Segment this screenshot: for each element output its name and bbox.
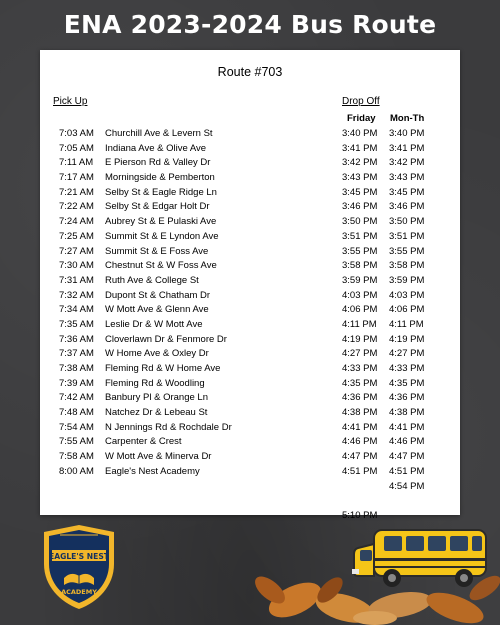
friday-dropoff: 4:03 PM <box>342 289 378 301</box>
friday-dropoff: 4:46 PM <box>342 436 378 448</box>
pickup-time: 7:21 AM <box>59 186 94 198</box>
stop-name: Summit St & E Lyndon Ave <box>105 230 219 242</box>
table-row <box>40 421 460 436</box>
pickup-time: 7:30 AM <box>59 260 94 272</box>
table-row <box>40 480 460 495</box>
route-title: Route #703 <box>217 65 283 79</box>
stop-name: W Mott Ave & Minerva Dr <box>105 451 212 463</box>
stop-name: Leslie Dr & W Mott Ave <box>105 318 203 330</box>
route-sheet <box>40 50 460 521</box>
pickup-time: 7:27 AM <box>59 245 94 257</box>
stop-name: Natchez Dr & Lebeau St <box>105 407 208 419</box>
mon-th-dropoff: 3:46 PM <box>389 201 425 213</box>
table-row <box>40 200 460 215</box>
pickup-time: 7:55 AM <box>59 436 94 448</box>
pickup-time: 7:24 AM <box>59 216 94 228</box>
mon-th-dropoff: 3:51 PM <box>389 230 425 242</box>
page-title: ENA 2023-2024 Bus Route <box>63 10 437 39</box>
table-row <box>40 333 460 348</box>
pickup-time: 7:05 AM <box>59 142 94 154</box>
mon-th-dropoff: 3:50 PM <box>389 216 425 228</box>
pickup-time: 7:25 AM <box>59 230 94 242</box>
stop-name: Selby St & Eagle Ridge Ln <box>105 186 217 198</box>
mon-th-dropoff: 4:36 PM <box>389 392 425 404</box>
friday-column-header: Friday <box>347 113 376 124</box>
friday-dropoff: 3:58 PM <box>342 260 378 272</box>
mon-th-dropoff: 3:42 PM <box>389 157 425 169</box>
table-row <box>40 494 460 509</box>
pickup-time: 7:03 AM <box>59 128 94 139</box>
pickup-time: 7:36 AM <box>59 333 94 345</box>
pickup-time: 7:58 AM <box>59 451 94 463</box>
stop-name: Churchill Ave & Levern St <box>105 128 213 139</box>
pickup-time: 7:17 AM <box>59 172 94 184</box>
friday-dropoff: 3:42 PM <box>342 157 378 169</box>
logo-sub-text: ACADEMY <box>61 588 97 596</box>
mon-th-dropoff: 3:59 PM <box>389 274 425 286</box>
mon-th-dropoff: 4:06 PM <box>389 304 425 316</box>
table-row <box>40 435 460 450</box>
table-row <box>40 303 460 318</box>
friday-dropoff: 5:10 PM <box>342 509 378 521</box>
mon-th-dropoff: 3:40 PM <box>389 128 425 139</box>
route-stop-list <box>40 127 460 524</box>
stop-name: Chestnut St & W Foss Ave <box>105 260 217 272</box>
mon-th-column-header: Mon-Th <box>390 113 425 124</box>
table-row <box>40 171 460 186</box>
table-row <box>40 465 460 480</box>
stop-name: Dupont St & Chatham Dr <box>105 289 211 301</box>
pickup-time: 7:37 AM <box>59 348 94 360</box>
mon-th-dropoff: 4:19 PM <box>389 333 425 345</box>
friday-dropoff: 3:43 PM <box>342 172 378 184</box>
mon-th-dropoff: 3:45 PM <box>389 186 425 198</box>
stop-name: Cloverlawn Dr & Fenmore Dr <box>105 333 227 345</box>
mon-th-dropoff: 4:54 PM <box>389 480 425 492</box>
table-row <box>40 450 460 465</box>
table-row <box>40 156 460 171</box>
stop-name: Morningside & Pemberton <box>105 172 215 184</box>
mon-th-dropoff: 3:55 PM <box>389 245 425 257</box>
friday-dropoff: 4:35 PM <box>342 377 378 389</box>
stop-name: W Mott Ave & Glenn Ave <box>105 304 209 316</box>
table-row <box>40 362 460 377</box>
eagles-nest-shield-logo <box>40 522 118 612</box>
table-row <box>40 230 460 245</box>
mon-th-dropoff: 3:58 PM <box>389 260 425 272</box>
stop-name: W Home Ave & Oxley Dr <box>105 348 209 360</box>
mon-th-dropoff: 4:33 PM <box>389 363 425 374</box>
friday-dropoff: 3:45 PM <box>342 186 378 198</box>
mon-th-dropoff: 3:43 PM <box>389 172 425 184</box>
table-row <box>40 318 460 333</box>
logo-name-text: EAGLE'S NEST <box>49 552 109 561</box>
pickup-time: 7:34 AM <box>59 304 94 316</box>
table-row <box>40 347 460 362</box>
table-row <box>40 186 460 201</box>
friday-dropoff: 4:36 PM <box>342 392 378 404</box>
friday-dropoff: 3:55 PM <box>342 245 378 257</box>
table-row <box>40 245 460 260</box>
stop-name: Selby St & Edgar Holt Dr <box>105 201 210 213</box>
pickup-time: 7:22 AM <box>59 201 94 213</box>
mon-th-dropoff: 4:35 PM <box>389 377 425 389</box>
stop-name: Carpenter & Crest <box>105 436 182 448</box>
pickup-time: 7:42 AM <box>59 392 94 404</box>
stop-name: Aubrey St & E Pulaski Ave <box>105 216 217 228</box>
drop-off-header: Drop Off <box>342 96 380 107</box>
stop-name: Fleming Rd & W Home Ave <box>105 363 221 374</box>
pick-up-header: Pick Up <box>53 96 88 107</box>
table-row <box>40 406 460 421</box>
pickup-time: 7:54 AM <box>59 421 94 433</box>
mon-th-dropoff: 4:41 PM <box>389 421 425 433</box>
mon-th-dropoff: 4:03 PM <box>389 289 425 301</box>
school-bus-icon <box>352 522 492 594</box>
stop-name: Fleming Rd & Woodling <box>105 377 205 389</box>
pickup-time: 7:48 AM <box>59 407 94 419</box>
friday-dropoff: 4:33 PM <box>342 363 378 374</box>
friday-dropoff: 4:47 PM <box>342 451 378 463</box>
table-row <box>40 142 460 157</box>
mon-th-dropoff: 4:27 PM <box>389 348 425 360</box>
pickup-time: 8:00 AM <box>59 465 94 477</box>
mon-th-dropoff: 4:11 PM <box>389 318 424 330</box>
pickup-time: 7:32 AM <box>59 289 94 301</box>
stop-name: N Jennings Rd & Rochdale Dr <box>105 421 232 433</box>
stop-name: Eagle's Nest Academy <box>105 465 200 477</box>
friday-dropoff: 3:59 PM <box>342 274 378 286</box>
table-row <box>40 391 460 406</box>
pickup-time: 7:35 AM <box>59 318 94 330</box>
mon-th-dropoff: 4:46 PM <box>389 436 425 448</box>
pickup-time: 7:11 AM <box>59 157 94 169</box>
friday-dropoff: 4:41 PM <box>342 421 378 433</box>
pickup-time: 7:38 AM <box>59 363 94 374</box>
stop-name: Ruth Ave & College St <box>105 274 199 286</box>
table-row <box>40 127 460 142</box>
friday-dropoff: 3:41 PM <box>342 142 378 154</box>
mon-th-dropoff: 3:41 PM <box>389 142 425 154</box>
table-row <box>40 274 460 289</box>
pickup-time: 7:39 AM <box>59 377 94 389</box>
friday-dropoff: 4:51 PM <box>342 465 378 477</box>
friday-dropoff: 3:40 PM <box>342 128 378 139</box>
friday-dropoff: 3:51 PM <box>342 230 378 242</box>
table-row <box>40 215 460 230</box>
stop-name: Banbury Pl & Orange Ln <box>105 392 208 404</box>
friday-dropoff: 4:06 PM <box>342 304 378 316</box>
table-row <box>40 377 460 392</box>
stop-name: E Pierson Rd & Valley Dr <box>105 157 211 169</box>
mon-th-dropoff: 4:38 PM <box>389 407 425 419</box>
friday-dropoff: 4:38 PM <box>342 407 378 419</box>
stop-name: Summit St & E Foss Ave <box>105 245 209 257</box>
friday-dropoff: 4:19 PM <box>342 333 378 345</box>
friday-dropoff: 3:50 PM <box>342 216 378 228</box>
mon-th-dropoff: 4:51 PM <box>389 465 425 477</box>
mon-th-dropoff: 4:47 PM <box>389 451 425 463</box>
table-row <box>40 259 460 274</box>
pickup-time: 7:31 AM <box>59 274 94 286</box>
stop-name: Indiana Ave & Olive Ave <box>105 142 207 154</box>
friday-dropoff: 4:11 PM <box>342 318 377 330</box>
friday-dropoff: 3:46 PM <box>342 201 378 213</box>
friday-dropoff: 4:27 PM <box>342 348 378 360</box>
table-row <box>40 289 460 304</box>
